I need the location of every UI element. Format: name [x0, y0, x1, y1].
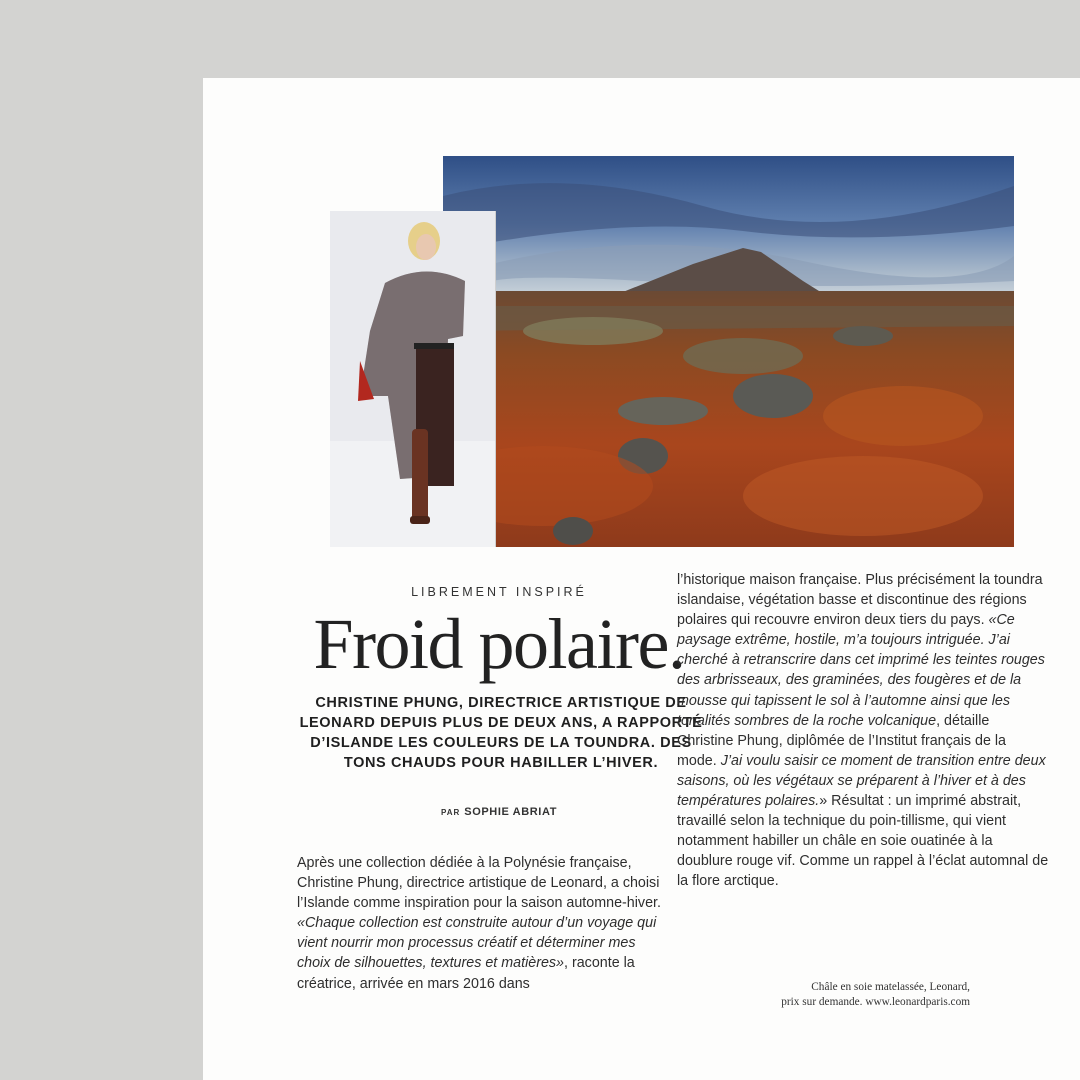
body-column-left	[297, 853, 669, 994]
body-text: l’historique maison française. Plus précisément la toundra islandaise, végétation basse et discontinue des régions polaires qui recouvre environ deux tiers du pays.	[677, 572, 1043, 629]
byline-prefix: PAR	[440, 808, 461, 817]
body-text: , détaille Christine Phung, diplômée de l’Institut français de la mode.	[677, 712, 1007, 769]
body-text: , raconte la créatrice, arrivée en mars 2016 dans	[297, 955, 635, 992]
body-paragraph	[677, 570, 1049, 892]
caption-line: Châle en soie matelassée, Leonard,	[811, 981, 970, 993]
article-standfirst: CHRISTINE PHUNG, DIRECTRICE ARTISTIQUE DE LEONARD DEPUIS PLUS DE DEUX ANS, A RAPPORTÉ D’ISLANDE LES COULEURS DE LA TOUNDRA. DES TONS CHAUDS POUR HABILLER L’HIVER.	[299, 695, 703, 771]
caption-line: prix sur demande. www.leonardparis.com	[781, 996, 970, 1008]
article-headline: Froid polaire.	[313, 604, 685, 684]
quote-text: «Chaque collection est construite autour d’un voyage qui vient nourrir mon processus créatif et déterminer mes choix de silhouettes, textures et matières»	[297, 915, 657, 972]
quote-text: «Ce paysage extrême, hostile, m’a toujours intriguée. J’ai cherché à retranscrire dans cet imprimé les teintes rouges des arbrisseaux, des graminées, des fougères et de la mousse qui tapissent le sol à l’automne ainsi que les tonalités sombres de la roche volcanique	[677, 612, 1045, 729]
iceland-tundra-photo	[443, 156, 1014, 547]
body-column-right	[677, 570, 1049, 892]
article-byline	[300, 806, 698, 818]
body-paragraph	[297, 853, 669, 994]
photo-caption	[700, 980, 970, 1010]
article-kicker: LIBREMENT INSPIRÉ	[411, 585, 587, 599]
body-text: » Résultat : un imprimé abstrait, travaillé selon la technique du poin-tillisme, qui vient notamment habiller un châle en soie ouatinée à la doublure rouge vif. Comme un rappel à l’éclat automnal de la flore arctique.	[677, 793, 1049, 890]
byline-author: SOPHIE ABRIAT	[464, 806, 558, 818]
model-photo	[330, 211, 496, 547]
quote-text: J’ai voulu saisir ce moment de transition entre deux saisons, où les végétaux se préparent à l’hiver et à des températures polaires.	[677, 752, 1046, 810]
body-text: Après une collection dédiée à la Polynésie française, Christine Phung, directrice artistique de Leonard, a choisi l’Islande comme inspiration pour la saison automne-hiver.	[297, 855, 661, 912]
